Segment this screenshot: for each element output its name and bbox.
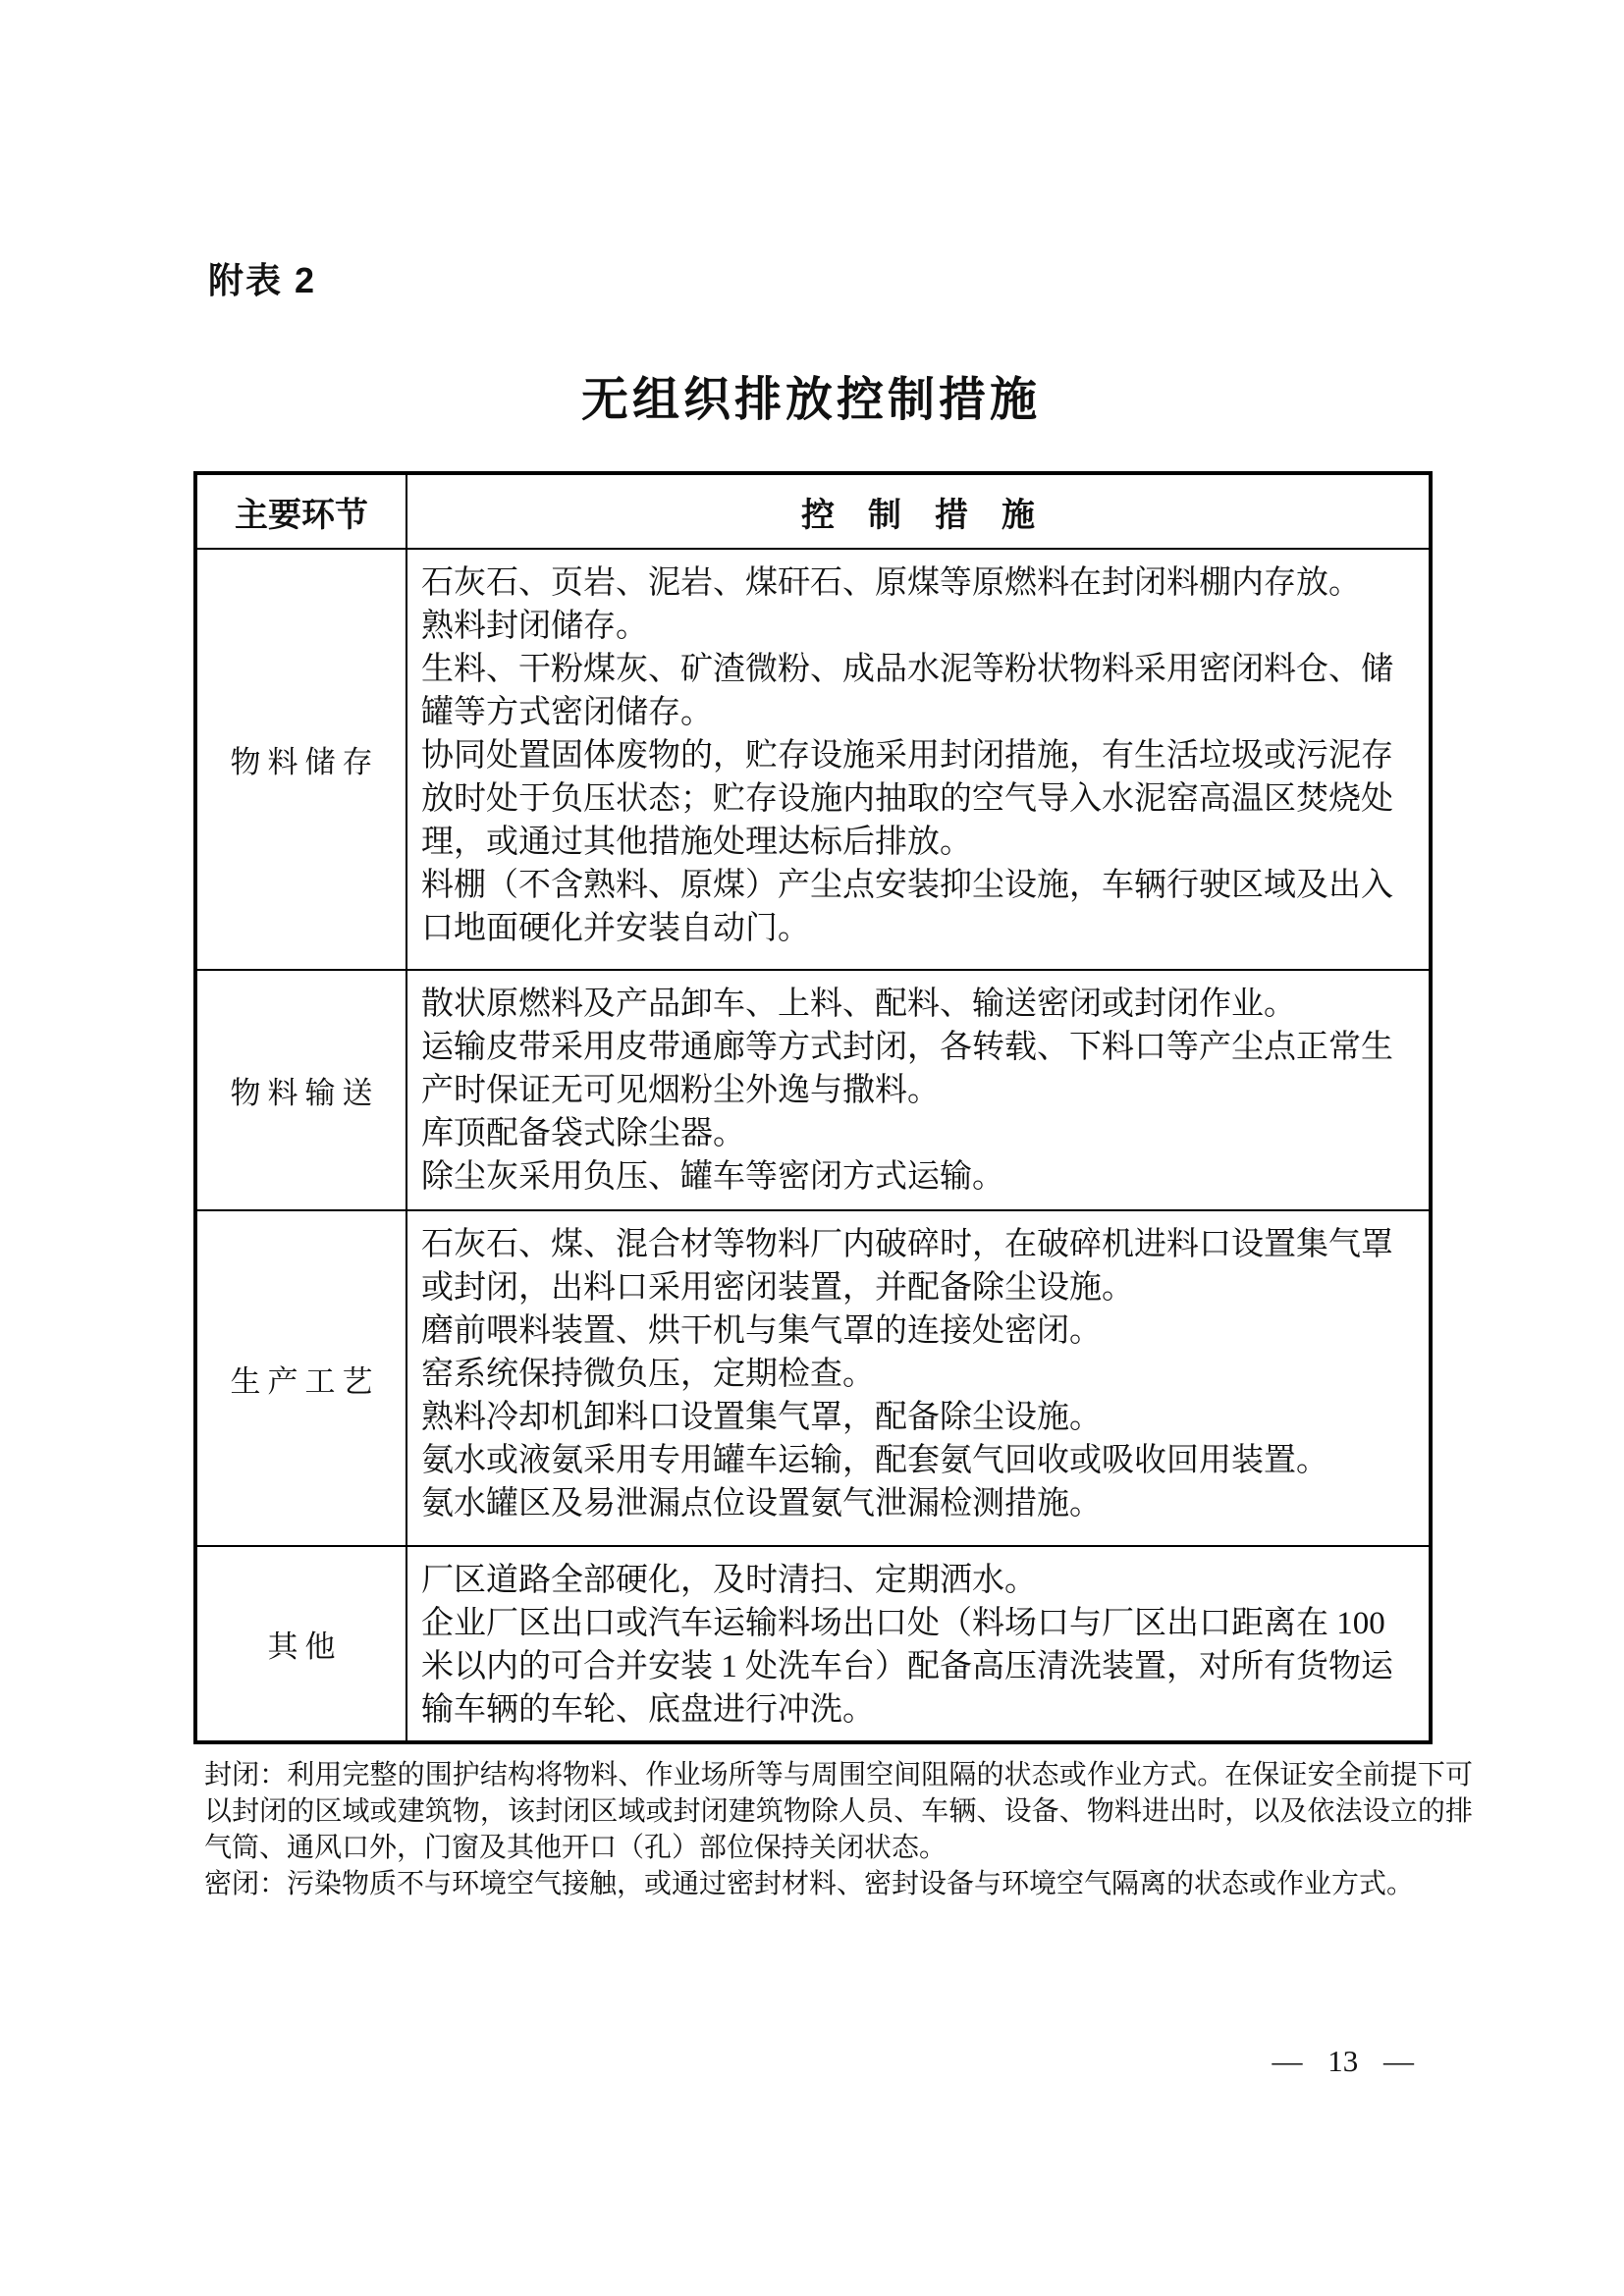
attachment-table-label: 附表 2 (208, 260, 317, 300)
measure-line: 生料、干粉煤灰、矿渣微粉、成品水泥等粉状物料采用密闭料仓、储罐等方式密闭储存。 (421, 652, 1393, 730)
measure-line: 散状原燃料及产品卸车、上料、配料、输送密闭或封闭作业。 (421, 987, 1296, 1022)
table-row-material-transport (195, 970, 1431, 1210)
measure-line: 熟料冷却机卸料口设置集气罩，配备除尘设施。 (421, 1400, 1102, 1435)
measure-line: 窑系统保持微负压，定期检查。 (421, 1357, 875, 1392)
measure-line: 磨前喂料装置、烘干机与集气罩的连接处密闭。 (421, 1313, 1102, 1349)
measures-cell (406, 970, 1431, 1210)
stage-label: 其他 (195, 1546, 406, 1742)
measure-line: 氨水或液氨采用专用罐车运输，配套氨气回收或吸收回用装置。 (421, 1443, 1328, 1478)
table-row-material-storage (195, 549, 1431, 970)
measure-line: 协同处置固体废物的，贮存设施采用封闭措施，有生活垃圾或污泥存放时处于负压状态；贮存设施内抽取的空气导入水泥窑高温区焚烧处理，或通过其他措施处理达标后排放。 (421, 738, 1393, 860)
measures-cell (406, 1546, 1431, 1742)
footnote-sealed-definition: 密闭：污染物质不与环境空气接触，或通过密封材料、密封设备与环境空气隔离的状态或作业方式。 (204, 1869, 1415, 1899)
measures-cell (406, 549, 1431, 970)
control-measures-table (193, 471, 1433, 1744)
measure-line: 厂区道路全部硬化，及时清扫、定期洒水。 (421, 1563, 1037, 1598)
measure-line: 企业厂区出口或汽车运输料场出口处（料场口与厂区出口距离在 100 米以内的可合并安装 1 处洗车台）配备高压清洗装置，对所有货物运输车辆的车轮、底盘进行冲洗。 (421, 1606, 1393, 1728)
table-row-production-process (195, 1210, 1431, 1546)
definitions-footnote (204, 1757, 1473, 1902)
measure-line: 石灰石、煤、混合材等物料厂内破碎时，在破碎机进料口设置集气罩或封闭，出料口采用密闭装置，并配备除尘设施。 (421, 1227, 1393, 1306)
footnote-closed-definition: 封闭：利用完整的围护结构将物料、作业场所等与周围空间阻隔的状态或作业方式。在保证安全前提下可以封闭的区域或建筑物，该封闭区域或封闭建筑物除人员、车辆、设备、物料进出时，以及依法设立的排气筒、通风口外，门窗及其他开口（孔）部位保持关闭状态。 (204, 1760, 1473, 1863)
header-stage-column: 主要环节 (195, 473, 406, 549)
measure-line: 料棚（不含熟料、原煤）产尘点安装抑尘设施，车辆行驶区域及出入口地面硬化并安装自动门。 (421, 868, 1393, 946)
table-header-row (195, 473, 1431, 549)
measure-line: 运输皮带采用皮带通廊等方式封闭，各转载、下料口等产尘点正常生产时保证无可见烟粉尘外逸与撒料。 (421, 1030, 1393, 1108)
stage-label: 生产工艺 (195, 1210, 406, 1546)
page-title: 无组织排放控制措施 (580, 374, 1041, 426)
measure-line: 库顶配备袋式除尘器。 (421, 1116, 745, 1151)
stage-label: 物料输送 (195, 970, 406, 1210)
header-measures-column: 控制措施 (406, 473, 1431, 549)
measure-line: 氨水罐区及易泄漏点位设置氨气泄漏检测措施。 (421, 1486, 1102, 1522)
measure-line: 熟料封闭储存。 (421, 609, 648, 644)
page-number: — 13 — (1272, 2044, 1414, 2078)
stage-label: 物料储存 (195, 549, 406, 970)
measure-line: 除尘灰采用负压、罐车等密闭方式运输。 (421, 1159, 1004, 1195)
measures-cell (406, 1210, 1431, 1546)
table-row-other (195, 1546, 1431, 1742)
measure-line: 石灰石、页岩、泥岩、煤矸石、原煤等原燃料在封闭料棚内存放。 (421, 565, 1361, 601)
